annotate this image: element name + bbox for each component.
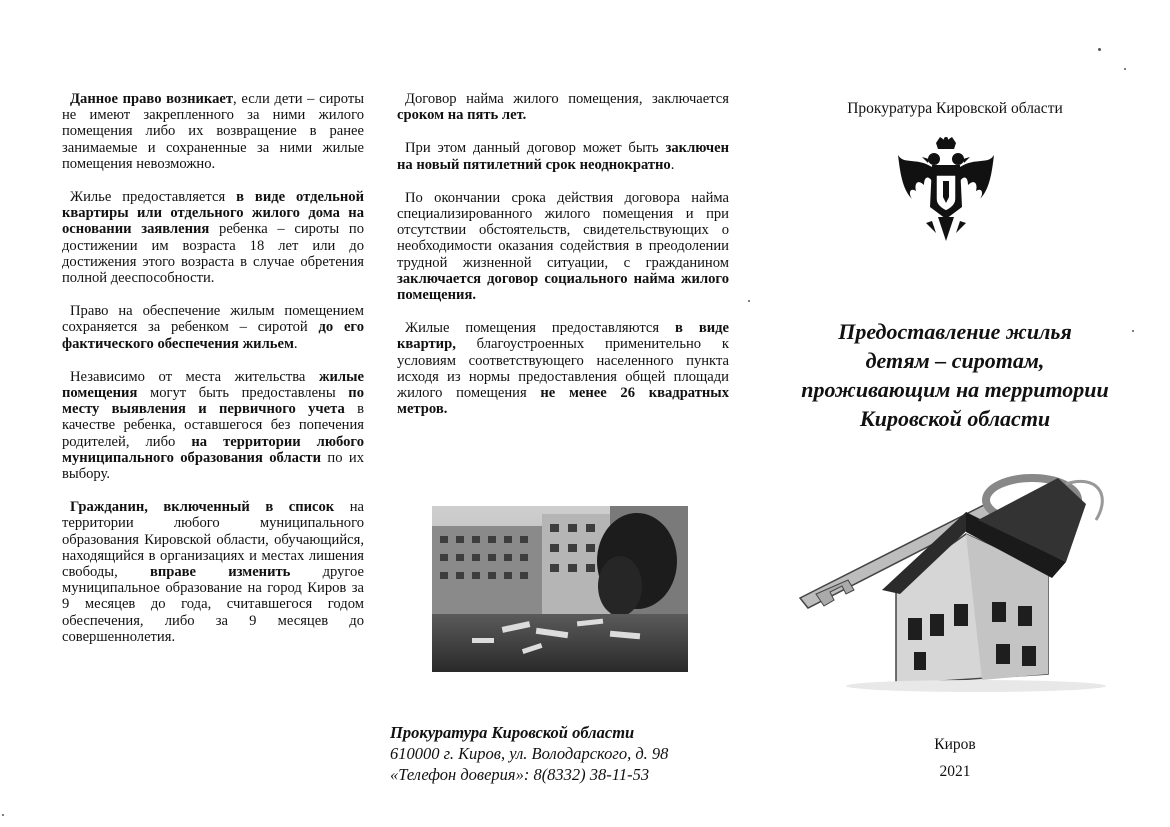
city-name: Киров <box>934 736 976 753</box>
scan-speck <box>1132 330 1134 332</box>
panel-left-text <box>62 91 364 662</box>
paragraph-change-municipality: Гражданин, включенный в список на территории любого муниципального образования Кировской области, обучающийся, находящийся в организациях и местах лишения свободы, вправе изменить другое муниципальное образование на город Киров за 9 месяцев до года, считавшегося годом обеспечения, либо за 9 месяцев до совершеннолетия. <box>62 499 364 645</box>
contact-block <box>390 722 730 785</box>
paragraph-social-contract: По окончании срока действия договора найма специализированного жилого помещения и при отсутствии обстоятельств, свидетельствующих о необходимости оказания содействия в преодолении трудной жизненной ситуации, с гражданином заключается договор социального найма жилого помещения. <box>397 189 729 304</box>
paragraph-contract-renewal: При этом данный договор может быть заключен на новый пятилетний срок неоднократно. <box>397 140 729 173</box>
paragraph-right-arises: Данное право возникает, если дети – сироты не имеют закрепленного за ними жилого помещения либо их возвращение в ранее занимаемые и сохраненные за ними жилые помещения невозможно. <box>62 91 365 172</box>
contact-organization: Прокуратура Кировской области <box>390 723 635 742</box>
scan-speck <box>2 814 4 816</box>
scan-speck <box>1098 48 1101 51</box>
publication-year: 2021 <box>939 763 971 780</box>
scan-speck <box>1124 68 1126 70</box>
contact-address: 610000 г. Киров, ул. Володарского, д. 98 <box>390 744 669 763</box>
agency-name: Прокуратура Кировской области <box>847 100 1063 117</box>
scan-speck <box>748 300 750 302</box>
brochure-title: Предоставление жилья детям – сиротам, проживающим на территории Кировской области <box>801 319 1109 431</box>
contact-phone: «Телефон доверия»: 8(8332) 38-11-53 <box>390 765 650 784</box>
house-with-key-illustration <box>796 474 1114 696</box>
paragraph-right-retained: Право на обеспечение жилым помещением сохраняется за ребенком – сиротой до его фактического обеспечения жильем. <box>62 303 364 352</box>
paragraph-apartment-size: Жилые помещения предоставляются в виде квартир, благоустроенных применительно к условиям соответствующего населенного пункта исходя из нормы предоставления общей площади жилого помещения не менее 26 квадратных метров. <box>397 320 729 418</box>
residential-buildings-photo <box>432 506 688 672</box>
prosecutor-emblem-icon <box>896 137 996 245</box>
paragraph-contract-term: Договор найма жилого помещения, заключается сроком на пять лет. <box>397 91 729 124</box>
paragraph-housing-form: Жилье предоставляется в виде отдельной квартиры или отдельного жилого дома на основании заявления ребенка – сироты по достижении им возраста 18 лет или до достижения этого возраста в случае обретения полной дееспособности. <box>62 189 365 287</box>
panel-middle-text <box>397 91 729 434</box>
paragraph-place-of-provision: Независимо от места жительства жилые помещения могут быть предоставлены по месту выявления и первичного учета в качестве ребенка, оставшегося без попечения родителей, либо на территории любого муниципального образования области по их выбору. <box>62 368 364 483</box>
